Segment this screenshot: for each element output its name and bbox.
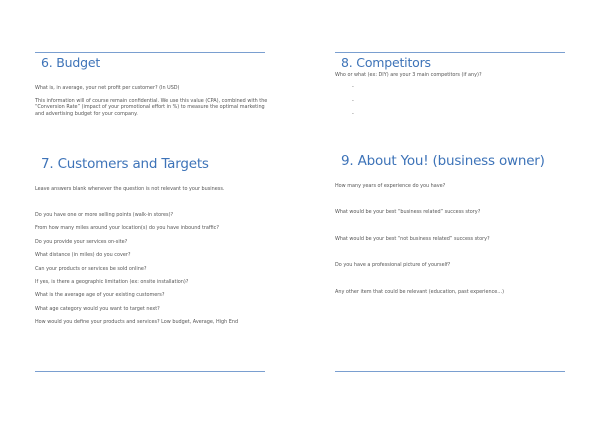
about-question-2: What would be your best “business related” success story? bbox=[335, 209, 481, 215]
competitor-bullet-2: - bbox=[352, 98, 354, 104]
customers-title: 7. Customers and Targets bbox=[41, 156, 209, 172]
customers-question-5: Can your products or services be sold online? bbox=[35, 266, 147, 272]
budget-question: What is, in average, your net profit per customer? (In USD) bbox=[35, 85, 180, 91]
customers-question-8: What age category would you want to target next? bbox=[35, 306, 160, 312]
competitor-bullet-1: - bbox=[352, 84, 354, 90]
customers-question-2: From how many miles around your location(s) do you have inbound traffic? bbox=[35, 225, 219, 231]
about-question-4: Do you have a professional picture of yourself? bbox=[335, 262, 451, 268]
customers-question-6: If yes, is there a geographic limitation (ex: onsite installation)? bbox=[35, 279, 189, 285]
customers-question-9: How would you define your products and services? Low budget, Average, High End bbox=[35, 319, 239, 325]
about-question-5: Any other item that could be relevant (education, past experience…) bbox=[335, 289, 505, 295]
competitors-title: 8. Competitors bbox=[341, 55, 431, 70]
bottom-rule-left bbox=[35, 371, 265, 372]
about-title: 9. About You! (business owner) bbox=[341, 153, 545, 169]
about-question-1: How many years of experience do you have? bbox=[335, 183, 446, 189]
customers-question-1: Do you have one or more selling points (walk-in stores)? bbox=[35, 212, 174, 218]
budget-title: 6. Budget bbox=[41, 55, 101, 70]
customers-question-4: What distance (in miles) do you cover? bbox=[35, 252, 131, 258]
customers-question-3: Do you provide your services on-site? bbox=[35, 239, 128, 245]
bottom-rule-right bbox=[335, 371, 565, 372]
about-question-3: What would be your best “not business related” success story? bbox=[335, 236, 490, 242]
customers-question-7: What is the average age of your existing customers? bbox=[35, 292, 165, 298]
top-rule-right bbox=[335, 52, 565, 53]
budget-note: This information will of course remain confidential. We use this value (CPA), combined with the “Conversion Rate” (impact of your promotional effort in %) to measure the optimal marketing and advertising budget for your company. bbox=[35, 98, 268, 117]
competitor-bullet-3: - bbox=[352, 111, 354, 117]
competitors-question: Who or what (ex: DIY) are your 3 main competitors (if any)? bbox=[335, 72, 482, 78]
customers-intro: Leave answers blank whenever the question is not relevant to your business. bbox=[35, 186, 225, 192]
top-rule-left bbox=[35, 52, 265, 53]
